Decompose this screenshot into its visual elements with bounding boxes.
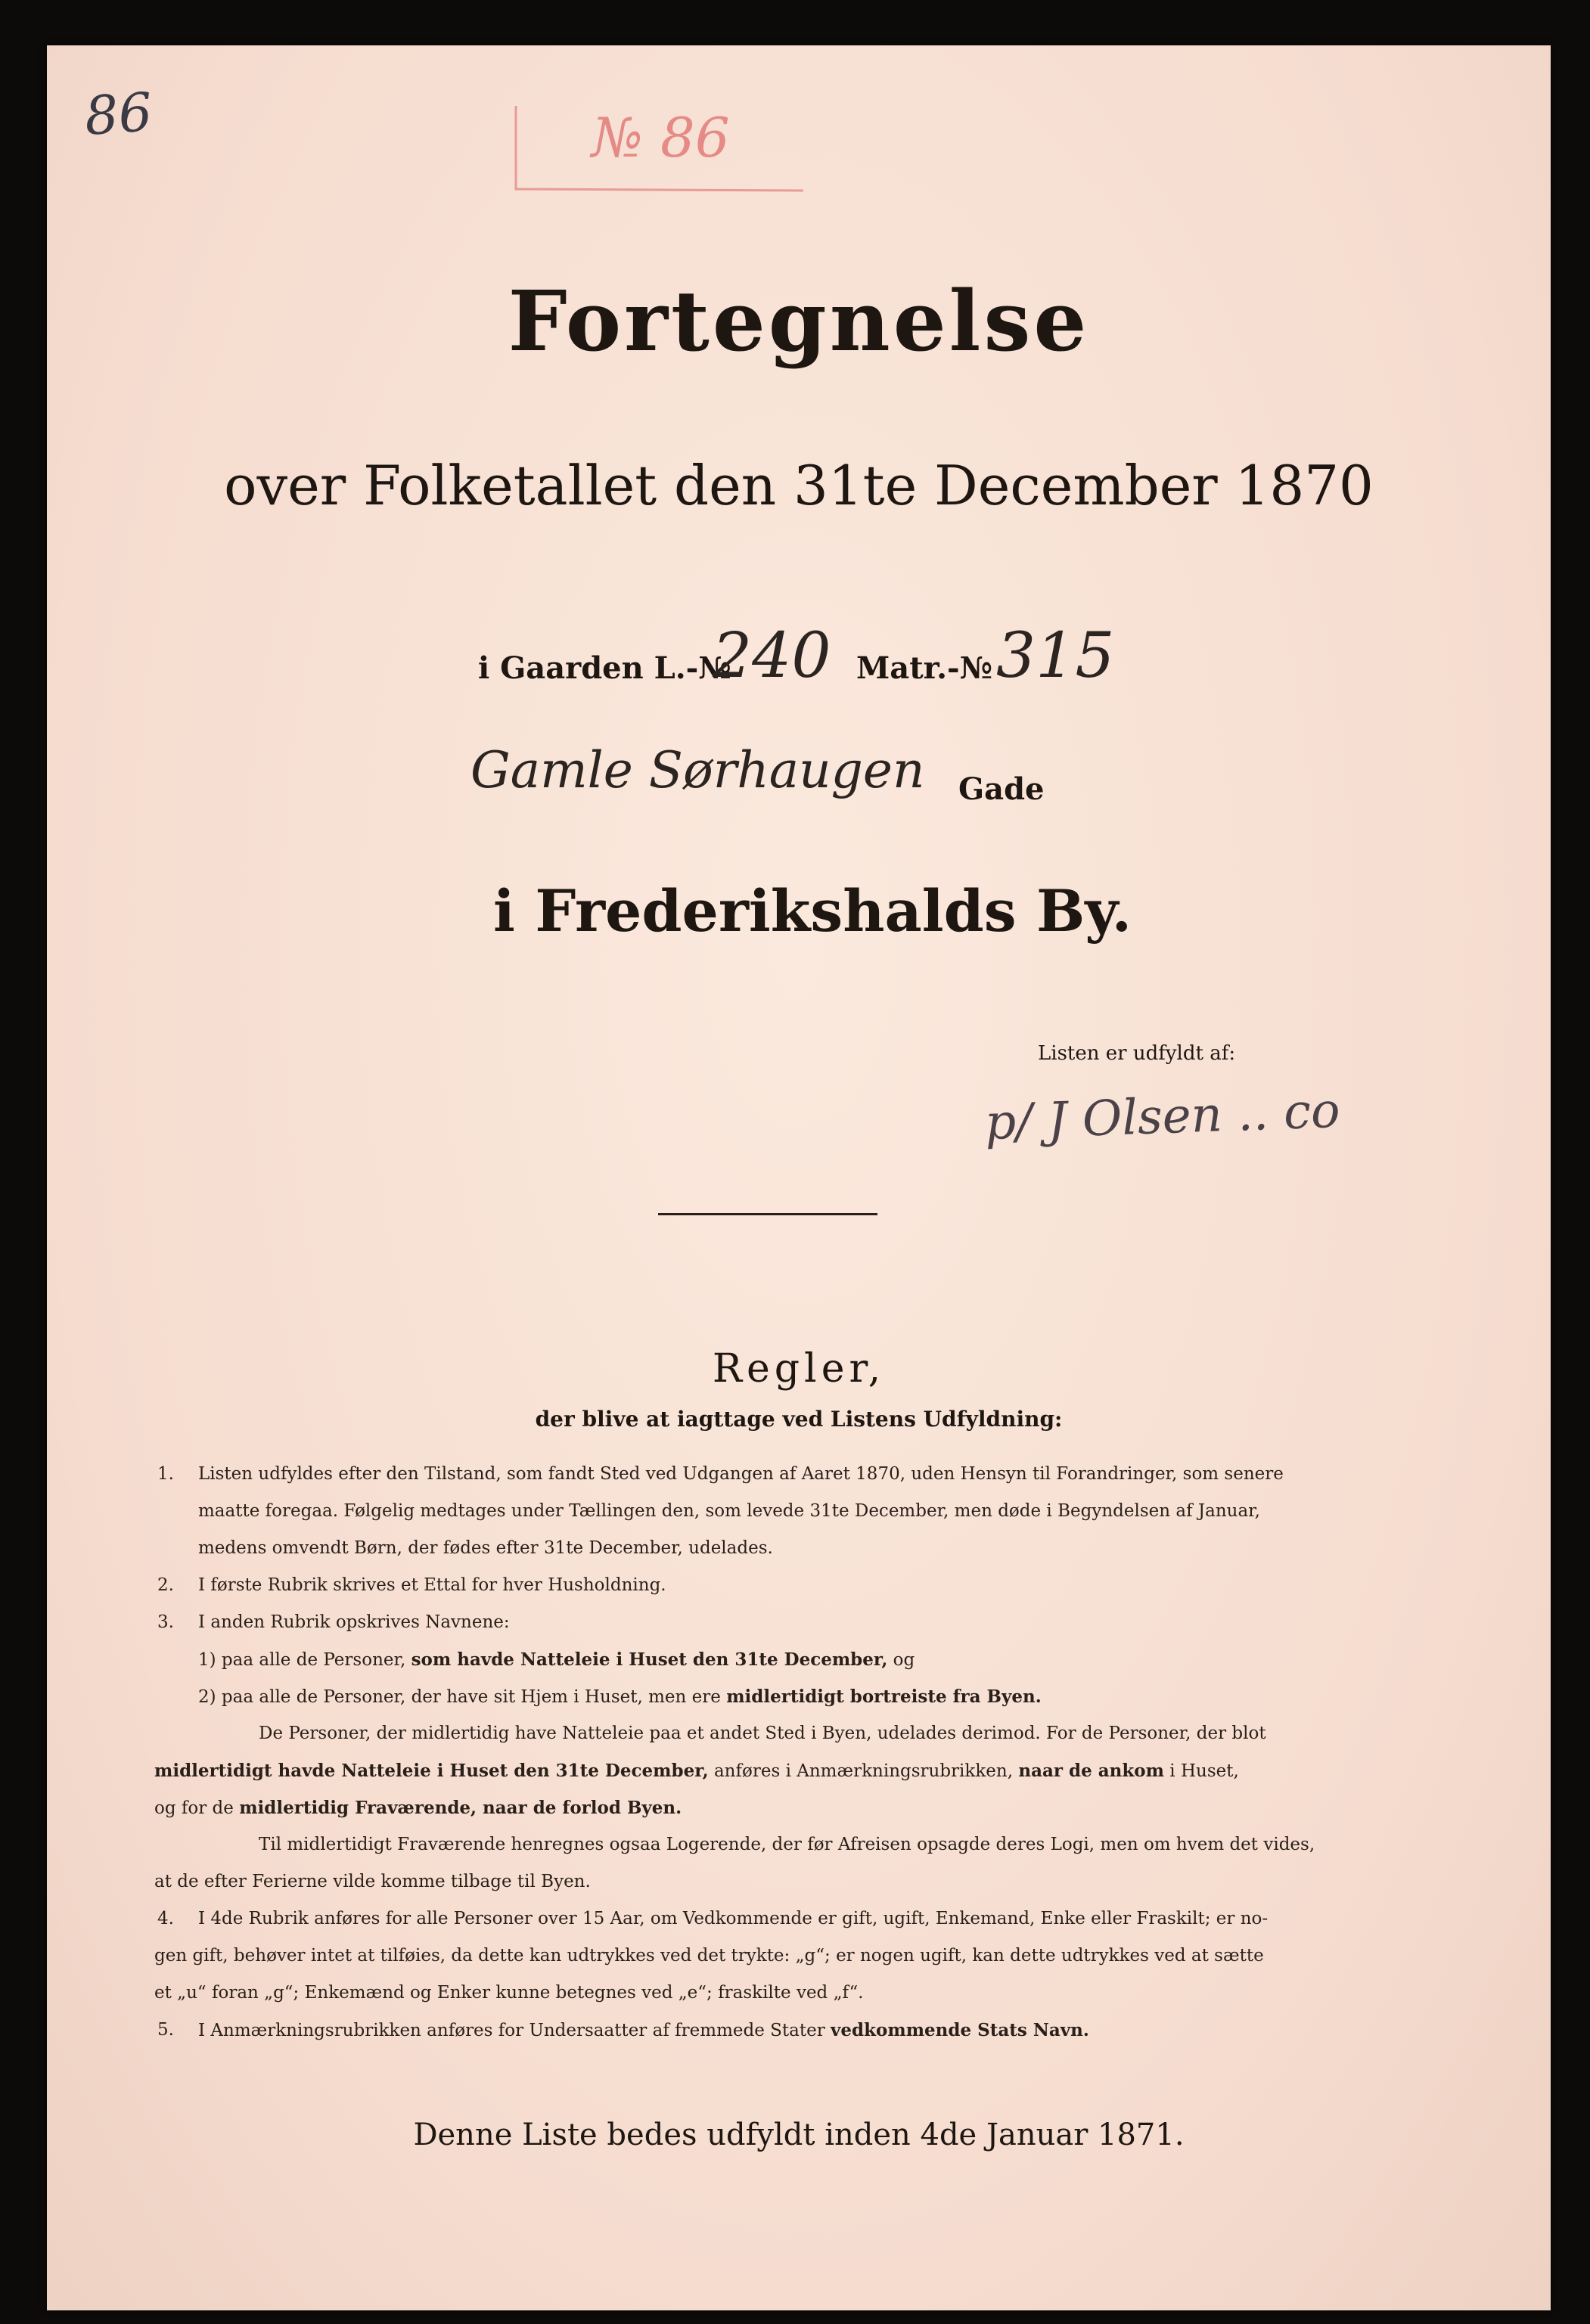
rule-line: maatte foregaa. Følgelig medtages under Tællingen den, som levede 31te December, men døde i Begyndelsen af Januar, [198,1501,1260,1521]
gaard-number: 240 [713,620,831,692]
rule-line: I 4de Rubrik anføres for alle Personer over 15 Aar, om Vedkommende er gift, ugift, Enkemand, Enke eller Fraskilt; er no- [198,1909,1269,1928]
rule-emphasis: som havde Natteleie i Huset den 31te December, [411,1649,888,1670]
filled-by-label: Listen er udfyldt af: [1038,1042,1236,1065]
rules-subheading: der blive at iagttage ved Listens Udfyldning: [535,1407,1063,1432]
rule-line: at de efter Ferierne vilde komme tilbage til Byen. [154,1872,591,1891]
rule-text: 2) paa alle de Personer, der have sit Hjem i Huset, men ere [198,1687,721,1707]
street-suffix: Gade [958,771,1045,807]
rules-heading: Regler, [712,1346,886,1392]
rule-line [154,1752,1239,1790]
rule-text: i Huset, [1169,1761,1239,1781]
rule-line: Til midlertidigt Fraværende henregnes ogsaa Logerende, der før Afreisen opsagde deres Logi, men om hvem det vides, [259,1835,1315,1854]
rule-text: og for de [154,1798,234,1818]
rule-number: 4. [157,1909,174,1928]
rule-number: 1. [157,1464,174,1484]
page-subtitle: over Folketallet den 31te December 1870 [224,454,1374,517]
rule-line: et „u“ foran „g“; Enkemænd og Enker kunne betegnes ved „e“; fraskilte ved „f“. [154,1983,864,2003]
rule-emphasis: naar de ankom [1018,1761,1164,1781]
rule-text: og [893,1650,915,1670]
rule-line [198,2012,1089,2049]
rule-text: I Anmærkningsrubrikken anføres for Undersaatter af fremmede Stater [198,2021,825,2040]
census-form-page [47,45,1551,2310]
rule-emphasis: midlertidigt bortreiste fra Byen. [726,1686,1042,1707]
street-name: Gamle Sørhaugen [470,741,925,799]
rule-line [198,1641,915,1679]
matr-label: Matr.-№ [856,650,993,686]
signature: p/ J Olsen .. co [983,1082,1341,1152]
rule-line [154,1789,682,1827]
rules-list [47,45,1551,2310]
rule-line: De Personer, der midlertidig have Natteleie paa et andet Sted i Byen, udelades derimod. For de Personer, der blot [259,1724,1266,1743]
gaard-label: i Gaarden L.-№ [478,650,731,686]
rule-emphasis: midlertidigt havde Natteleie i Huset den 31te December, [154,1761,709,1781]
rule-line: medens omvendt Børn, der fødes efter 31te December, udelades. [198,1538,773,1558]
rule-line: Listen udfyldes efter den Tilstand, som fandt Sted ved Udgangen af Aaret 1870, uden Hensyn til Forandringer, som senere [198,1464,1284,1484]
city-line: i Frederikshalds By. [493,877,1132,945]
stamp-number: № 86 [592,106,730,169]
rule-line: I anden Rubrik opskrives Navnene: [198,1612,510,1632]
rule-number: 3. [157,1612,174,1632]
page-title: Fortegnelse [508,272,1090,370]
rule-line [198,1678,1042,1716]
matr-number: 315 [996,620,1115,692]
rule-line: gen gift, behøver intet at tilføies, da dette kan udtrykkes ved det trykte: „g“; er nogen ugift, kan dette udtrykkes ved at sætte [154,1946,1264,1966]
rule-emphasis: midlertidig Fraværende, naar de forlod Byen. [239,1798,682,1818]
deadline-note: Denne Liste bedes udfyldt inden 4de Januar 1871. [413,2118,1185,2152]
rule-number: 2. [157,1575,174,1595]
rule-text: 1) paa alle de Personer, [198,1650,406,1670]
rule-emphasis: vedkommende Stats Navn. [831,2020,1089,2040]
rule-line: I første Rubrik skrives et Ettal for hver Husholdning. [198,1575,666,1595]
corner-number: 86 [82,80,154,148]
rule-number: 5. [157,2020,174,2040]
rule-text: anføres i Anmærkningsrubrikken, [713,1761,1014,1781]
